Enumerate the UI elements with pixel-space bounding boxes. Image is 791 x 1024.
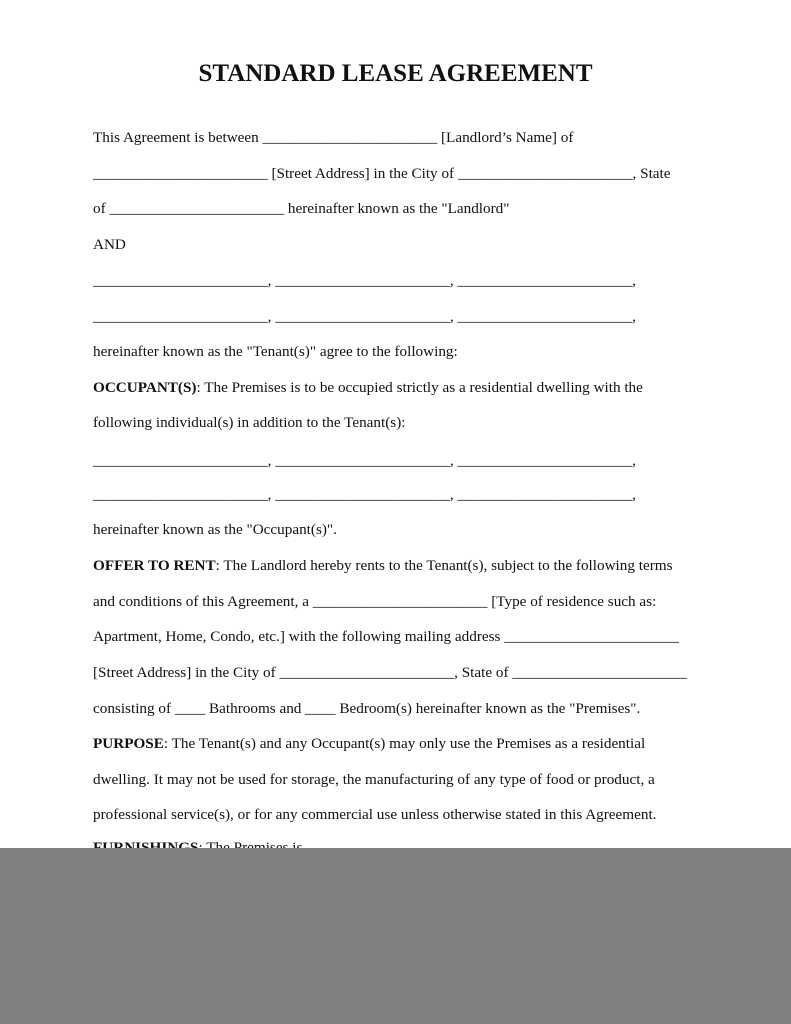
tenant-definition: hereinafter known as the "Tenant(s)" agree to the following: (93, 343, 458, 360)
occupants-text-1: : The Premises is to be occupied strictly as a residential dwelling with the (196, 379, 643, 396)
landlord-line-1: This Agreement is between _______________________ [Landlord’s Name] of (93, 129, 574, 146)
offer-to-rent-text-1: : The Landlord hereby rents to the Tenant(s), subject to the following terms (215, 557, 673, 574)
offer-to-rent-line-1 (93, 556, 673, 576)
purpose-text-3: professional service(s), or for any commercial use unless otherwise stated in this Agreement. (93, 806, 657, 823)
purpose-heading: PURPOSE (93, 735, 164, 752)
occupants-text-3: hereinafter known as the "Occupant(s)". (93, 521, 337, 538)
landlord-line-2: _______________________ [Street Address] in the City of _______________________, State (93, 165, 671, 182)
landlord-line-3: of _______________________ hereinafter known as the "Landlord" (93, 200, 510, 217)
tenant-blanks-row-2: _______________________, _______________________, _______________________, (93, 308, 636, 325)
occupants-paragraph-line-1 (93, 378, 643, 398)
offer-to-rent-text-2: and conditions of this Agreement, a _______________________ [Type of residence such as: (93, 593, 657, 610)
and-separator: AND (93, 236, 126, 253)
tenant-blanks-row-1: _______________________, _______________________, _______________________, (93, 272, 636, 289)
purpose-text-1: : The Tenant(s) and any Occupant(s) may only use the Premises as a residential (163, 735, 646, 752)
offer-to-rent-text-3: Apartment, Home, Condo, etc.] with the following mailing address _______________________ (93, 628, 679, 645)
purpose-text-2: dwelling. It may not be used for storage, the manufacturing of any type of food or product, a (93, 771, 655, 788)
offer-to-rent-text-5: consisting of ____ Bathrooms and ____ Bedroom(s) hereinafter known as the "Premises". (93, 700, 641, 717)
occupant-blanks-row-2: _______________________, _______________________, _______________________, (93, 486, 636, 503)
gray-overlay (0, 848, 791, 1024)
document-title: STANDARD LEASE AGREEMENT (198, 60, 593, 87)
occupants-text-2: following individual(s) in addition to the Tenant(s): (93, 414, 406, 431)
offer-to-rent-text-4: [Street Address] in the City of _______________________, State of _______________________ (93, 664, 687, 681)
purpose-line-1 (93, 734, 645, 754)
occupant-blanks-row-1: _______________________, _______________________, _______________________, (93, 452, 636, 469)
offer-to-rent-heading: OFFER TO RENT (93, 557, 216, 574)
occupants-heading: OCCUPANT(S) (93, 379, 197, 396)
